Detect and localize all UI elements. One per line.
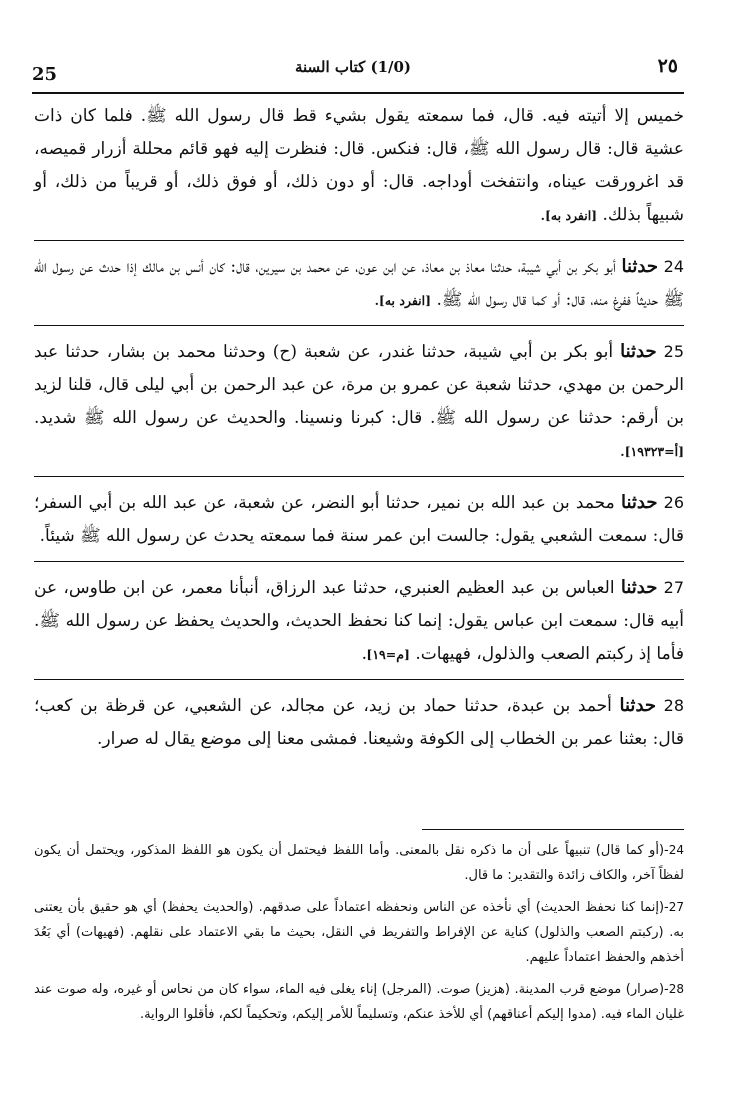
footnote-number: 27 [668, 900, 684, 914]
hadith-text: أبو بكر بن أبي شيبة، حدثنا غندر، عن شعبة (ح) وحدثنا محمد بن بشار، حدثنا عبد الرحمن بن مهدي، حدثنا شعبة عن عمرو بن مرة، عن عبد الرحمن بن أبي ليلى قال، قلنا لزيد بن أرقم: حدثنا عن رسول الله ﷺ. قال: كبرنا ونسينا. والحديث عن رسول الله ﷺ شديد. [34, 342, 684, 428]
footnote-text: -(أو كما قال) تنبيهاً على أن ما ذكره نقل بالمعنى. وأما اللفظ فيحتمل أن يكون هو اللفظ المذكور، ويحتمل أن يكون لفظاً آخر، والكاف زائدة والتقدير: ما قال. [34, 843, 684, 883]
hadith-reference: [انفرد به]. [540, 208, 598, 223]
hadith-divider [34, 476, 684, 477]
chapter-title: (1/0) كتاب السنة [294, 58, 412, 76]
hadith-divider [34, 561, 684, 562]
hadith-lead-word: حدثنا [620, 492, 658, 513]
hadith-divider [34, 240, 684, 241]
footnote-text: -(صرار) موضع قرب المدينة. (هزيز) صوت. (المرجل) إناء يغلى فيه الماء، سواء كان من نحاس أو غيره، وله صوت عند غليان الماء فيه. (مدوا إليكم أعناقهم) أي للأخذ عنكم، وتسليماً للأمر إليكم، وتحكيماً لكم، فأقلوا الرواية. [34, 982, 684, 1022]
hadith-reference: [أ=١٩٣٢٣]. [620, 444, 684, 459]
hadith-text: أحمد بن عبدة، حدثنا حماد بن زيد، عن مجالد، عن الشعبي، عن قرظة بن كعب؛ قال: بعثنا عمر بن الخطاب إلى الكوفة وشيعنا. فمشى معنا إلى موضع يقال له صرار. [34, 696, 684, 749]
hadith-text: محمد بن عبد الله بن نمير، حدثنا أبو النضر، عن شعبة، عن عبد الله بن أبي السفر؛ قال: سمعت الشعبي يقول: جالست ابن عمر سنة فما سمعته يحدث عن رسول الله ﷺ شيئاً. [34, 493, 684, 546]
hadith-number: 24 [663, 257, 685, 276]
hadith-text: خميس إلا أتيته فيه. قال، فما سمعته يقول بشيء قط قال رسول الله ﷺ. فلما كان ذات عشية قال: قال رسول الله ﷺ، قال: فنكس. قال: فنظرت إليه فهو قائم محللة أزرار قميصه، قد اغرورقت عيناه، وانتفخت أوداجه. قال: أو دون ذلك، أو فوق ذلك، أو قريباً من ذلك، أو شبيهاً بذلك. [34, 106, 684, 225]
hadith-paragraph-24 [34, 250, 684, 317]
hadith-number: 25 [663, 342, 684, 361]
hadith-text: أبو بكر بن أبي شيبة، حدثنا معاذ بن معاذ، عن ابن عون، عن محمد بن سيرين، قال: كان أنس بن مالك إذا حدث عن رسول الله ﷺ حديثاً ففرغ منه، قال: أو كما قال رسول الله ﷺ. [34, 257, 684, 310]
footnote-number: 28 [668, 982, 684, 996]
page-header [28, 50, 678, 94]
page-number-latin: 25 [32, 64, 58, 85]
hadith-number: 27 [663, 578, 685, 597]
hadith-reference: [م=١٩]. [362, 647, 410, 662]
hadith-lead-word: حدثنا [620, 341, 657, 362]
hadith-lead-word: حدثنا [620, 577, 658, 598]
header-rule [32, 92, 684, 94]
footnote-number: 24 [668, 843, 684, 857]
hadith-number: 28 [663, 696, 685, 715]
hadith-number: 26 [663, 493, 685, 512]
footnote-text: -(إنما كنا نحفظ الحديث) أي نأخذه عن الناس ونحفظه اعتماداً على صدقهم. (والحديث يحفظ) أي هو حقيق بأن يعتنى به. (ركبتم الصعب والذلول) كناية عن الإفراط والتفريط في النقل، بحيث ما بقي الاعتماد على نقلهم. (فهيهات) أي بَعُدَ أخذهم والحفظ اعتماداً عليهم. [34, 900, 684, 965]
footnote-24 [34, 838, 684, 888]
footnote-28 [34, 977, 684, 1027]
hadith-paragraph-28 [34, 689, 684, 756]
hadith-lead-word: حدثنا [621, 256, 658, 277]
footnote-27 [34, 895, 684, 970]
hadith-reference: [انفرد به]. [374, 293, 432, 308]
hadith-text-body [34, 100, 684, 756]
hadith-paragraph-26 [34, 486, 684, 553]
hadith-text: العباس بن عبد العظيم العنبري، حدثنا عبد الرزاق، أنبأنا معمر، عن ابن طاوس، عن أبيه قال: سمعت ابن عباس يقول: إنما كنا نحفظ الحديث، والحديث يحفظ عن رسول الله ﷺ. فأما إذ ركبتم الصعب والذلول، فهيهات. [34, 578, 684, 664]
hadith-lead-word: حدثنا [619, 695, 657, 716]
hadith-paragraph-27 [34, 571, 684, 671]
page-number-arabic: ٢٥ [657, 55, 678, 77]
hadith-divider [34, 679, 684, 680]
hadith-divider [34, 325, 684, 326]
footnote-separator [422, 829, 684, 830]
hadith-paragraph-25 [34, 335, 684, 468]
hadith-paragraph-continuation [34, 100, 684, 232]
footnotes-section [34, 838, 684, 1034]
